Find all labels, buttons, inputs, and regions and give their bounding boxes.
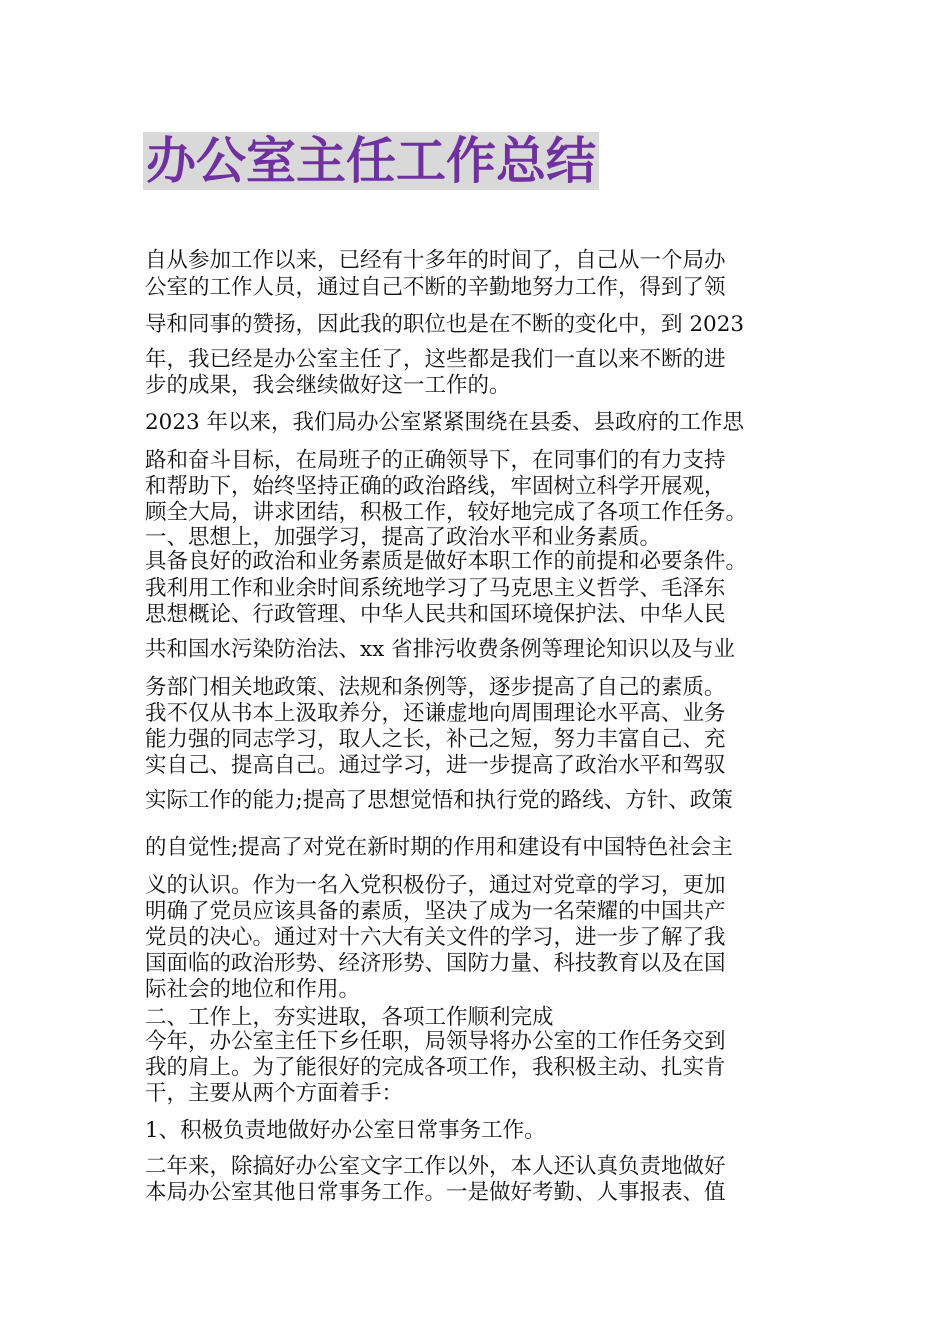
body-line: 具备良好的政治和业务素质是做好本职工作的前提和必要条件。 [145, 549, 748, 574]
body-line: 路和奋斗目标，在局班子的正确领导下，在同事们的有力支持 [145, 448, 726, 473]
body-line: 际社会的地位和作用。 [145, 977, 361, 1002]
body-line: 自从参加工作以来，已经有十多年的时间了，自己从一个局办 [145, 248, 726, 273]
body-line: 国面临的政治形势、经济形势、国防力量、科技教育以及在国 [145, 951, 726, 976]
body-line: 我的肩上。为了能很好的完成各项工作，我积极主动、扎实肯 [145, 1055, 726, 1080]
body-line: 共和国水污染防治法、xx 省排污收费条例等理论知识以及与业 [145, 637, 736, 662]
body-line: 能力强的同志学习，取人之长，补己之短，努力丰富自己、充 [145, 727, 726, 752]
body-line: 顾全大局，讲求团结，积极工作，较好地完成了各项工作任务。 [145, 500, 748, 525]
body-line: 步的成果，我会继续做好这一工作的。 [145, 373, 511, 398]
body-line: 1、积极负责地做好办公室日常事务工作。 [145, 1118, 546, 1143]
body-line: 本局办公室其他日常事务工作。一是做好考勤、人事报表、值 [145, 1180, 726, 1205]
body-line: 一、思想上，加强学习，提高了政治水平和业务素质。 [145, 525, 662, 550]
body-line: 公室的工作人员，通过自己不断的辛勤地努力工作，得到了领 [145, 275, 726, 300]
body-line: 党员的决心。通过对十六大有关文件的学习，进一步了解了我 [145, 925, 726, 950]
body-line: 年，我已经是办公室主任了，这些都是我们一直以来不断的进 [145, 347, 726, 372]
body-line: 实自己、提高自己。通过学习，进一步提高了政治水平和驾驭 [145, 753, 726, 778]
body-line: 的自觉性;提高了对党在新时期的作用和建设有中国特色社会主 [145, 835, 733, 860]
body-line: 2023 年以来，我们局办公室紧紧围绕在县委、县政府的工作思 [145, 410, 745, 435]
body-line: 二年来，除搞好办公室文字工作以外，本人还认真负责地做好 [145, 1154, 726, 1179]
body-line: 思想概论、行政管理、中华人民共和国环境保护法、中华人民 [145, 602, 726, 627]
body-line: 和帮助下，始终坚持正确的政治路线，牢固树立科学开展观， [145, 474, 726, 499]
body-line: 我不仅从书本上汲取养分，还谦虚地向周围理论水平高、业务 [145, 701, 726, 726]
body-line: 明确了党员应该具备的素质，坚决了成为一名荣耀的中国共产 [145, 899, 726, 924]
body-line: 二、工作上，夯实进取，各项工作顺利完成 [145, 1005, 554, 1030]
body-line: 干，主要从两个方面着手： [145, 1081, 404, 1106]
body-line: 我利用工作和业余时间系统地学习了马克思主义哲学、毛泽东 [145, 576, 726, 601]
body-line: 导和同事的赞扬，因此我的职位也是在不断的变化中，到 2023 [145, 312, 745, 337]
document-title: 办公室主任工作总结 [143, 132, 599, 190]
body-line: 义的认识。作为一名入党积极份子，通过对党章的学习，更加 [145, 873, 726, 898]
body-line: 今年，办公室主任下乡任职，局领导将办公室的工作任务交到 [145, 1029, 726, 1054]
body-line: 实际工作的能力;提高了思想觉悟和执行党的路线、方针、政策 [145, 788, 733, 813]
body-line: 务部门相关地政策、法规和条例等，逐步提高了自己的素质。 [145, 675, 726, 700]
